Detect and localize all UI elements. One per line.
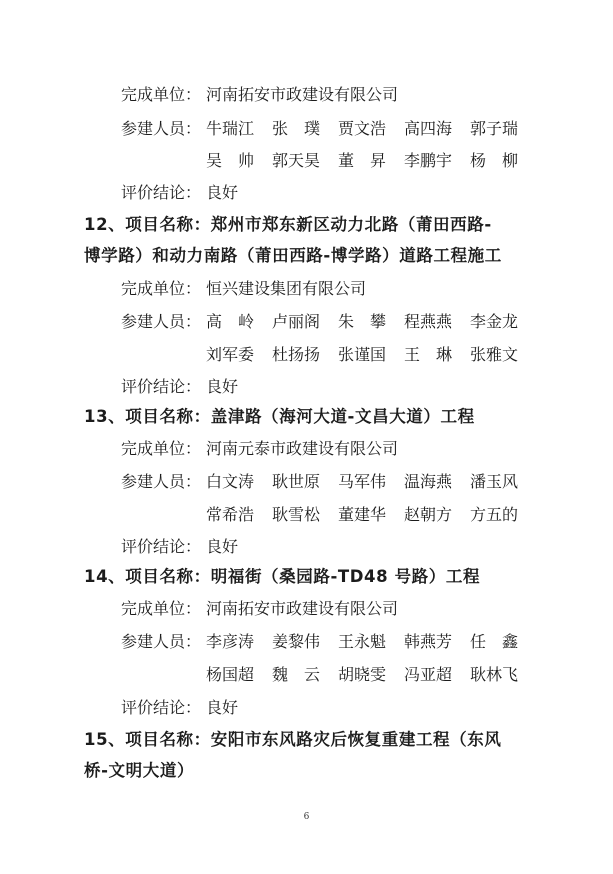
member-name: 韩燕芳	[404, 632, 453, 651]
member-name: 潘玉风	[470, 472, 519, 491]
members-label: 参建人员：	[121, 632, 202, 651]
members-list	[206, 664, 536, 686]
member-name: 耿雪松	[272, 505, 321, 524]
member-name: 胡晓雯	[338, 665, 387, 684]
member-name: 李彦涛	[206, 632, 255, 651]
members-list	[206, 311, 536, 333]
entry14-title-line1: 14、项目名称：明福街（桑园路-TD48 号路）工程	[84, 567, 481, 586]
unit-label: 完成单位：	[121, 279, 202, 298]
member-name: 马军伟	[338, 472, 387, 491]
entry15-title-line2: 桥-文明大道）	[84, 761, 195, 780]
entry12-unit: 恒兴建设集团有限公司	[206, 279, 367, 298]
member-name: 高四海	[404, 119, 453, 138]
member-name: 程燕燕	[404, 312, 453, 331]
entry11-unit: 河南拓安市政建设有限公司	[206, 85, 399, 104]
members-label: 参建人员：	[121, 472, 202, 491]
unit-label: 完成单位：	[121, 439, 202, 458]
member-name: 吴 帅	[206, 151, 255, 170]
member-name: 耿世原	[272, 472, 321, 491]
member-name: 杜扬扬	[272, 345, 321, 364]
member-name: 赵朝方	[404, 505, 453, 524]
member-name: 魏 云	[272, 665, 321, 684]
member-name: 李金龙	[470, 312, 519, 331]
unit-label: 完成单位：	[121, 85, 202, 104]
entry13-title-line1: 13、项目名称：盖津路（海河大道-文昌大道）工程	[84, 407, 475, 426]
member-name: 任 鑫	[470, 632, 519, 651]
entry12-conclusion: 良好	[206, 377, 239, 396]
member-name: 常希浩	[206, 505, 255, 524]
unit-label: 完成单位：	[121, 599, 202, 618]
member-name: 王 琳	[404, 345, 453, 364]
member-name: 张 璞	[272, 119, 321, 138]
member-name: 郭天昊	[272, 151, 321, 170]
member-name: 张雅文	[470, 345, 519, 364]
member-name: 牛瑞江	[206, 119, 255, 138]
member-name: 董建华	[338, 505, 387, 524]
member-name: 李鹏宇	[404, 151, 453, 170]
entry12-title-line2: 博学路）和动力南路（莆田西路-博学路）道路工程施工	[84, 246, 502, 265]
member-name: 卢丽阁	[272, 312, 321, 331]
entry13-unit: 河南元泰市政建设有限公司	[206, 439, 399, 458]
member-name: 张谨国	[338, 345, 387, 364]
member-name: 杨国超	[206, 665, 255, 684]
entry14-unit: 河南拓安市政建设有限公司	[206, 599, 399, 618]
members-list	[206, 150, 536, 172]
entry15-title-line1: 15、项目名称：安阳市东风路灾后恢复重建工程（东风	[84, 730, 502, 749]
members-list	[206, 118, 536, 140]
member-name: 冯亚超	[404, 665, 453, 684]
member-name: 方五的	[470, 505, 519, 524]
member-name: 杨 柳	[470, 151, 519, 170]
conclusion-label: 评价结论：	[121, 183, 202, 202]
member-name: 董 昇	[338, 151, 387, 170]
conclusion-label: 评价结论：	[121, 377, 202, 396]
member-name: 白文涛	[206, 472, 255, 491]
conclusion-label: 评价结论：	[121, 537, 202, 556]
member-name: 高 岭	[206, 312, 255, 331]
entry14-conclusion: 良好	[206, 698, 239, 717]
members-list	[206, 504, 536, 526]
members-label: 参建人员：	[121, 119, 202, 138]
entry12-title-line1: 12、项目名称：郑州市郑东新区动力北路（莆田西路-	[84, 215, 492, 234]
member-name: 姜黎伟	[272, 632, 321, 651]
members-list	[206, 631, 536, 653]
member-name: 耿林飞	[470, 665, 519, 684]
member-name: 温海燕	[404, 472, 453, 491]
entry11-conclusion: 良好	[206, 183, 239, 202]
members-list	[206, 344, 536, 366]
entry13-conclusion: 良好	[206, 537, 239, 556]
member-name: 王永魁	[338, 632, 387, 651]
members-label: 参建人员：	[121, 312, 202, 331]
member-name: 贾文浩	[338, 119, 387, 138]
member-name: 郭子瑞	[470, 119, 519, 138]
member-name: 朱 攀	[338, 312, 387, 331]
page-number: 6	[303, 812, 310, 822]
member-name: 刘军委	[206, 345, 255, 364]
members-list	[206, 471, 536, 493]
conclusion-label: 评价结论：	[121, 698, 202, 717]
